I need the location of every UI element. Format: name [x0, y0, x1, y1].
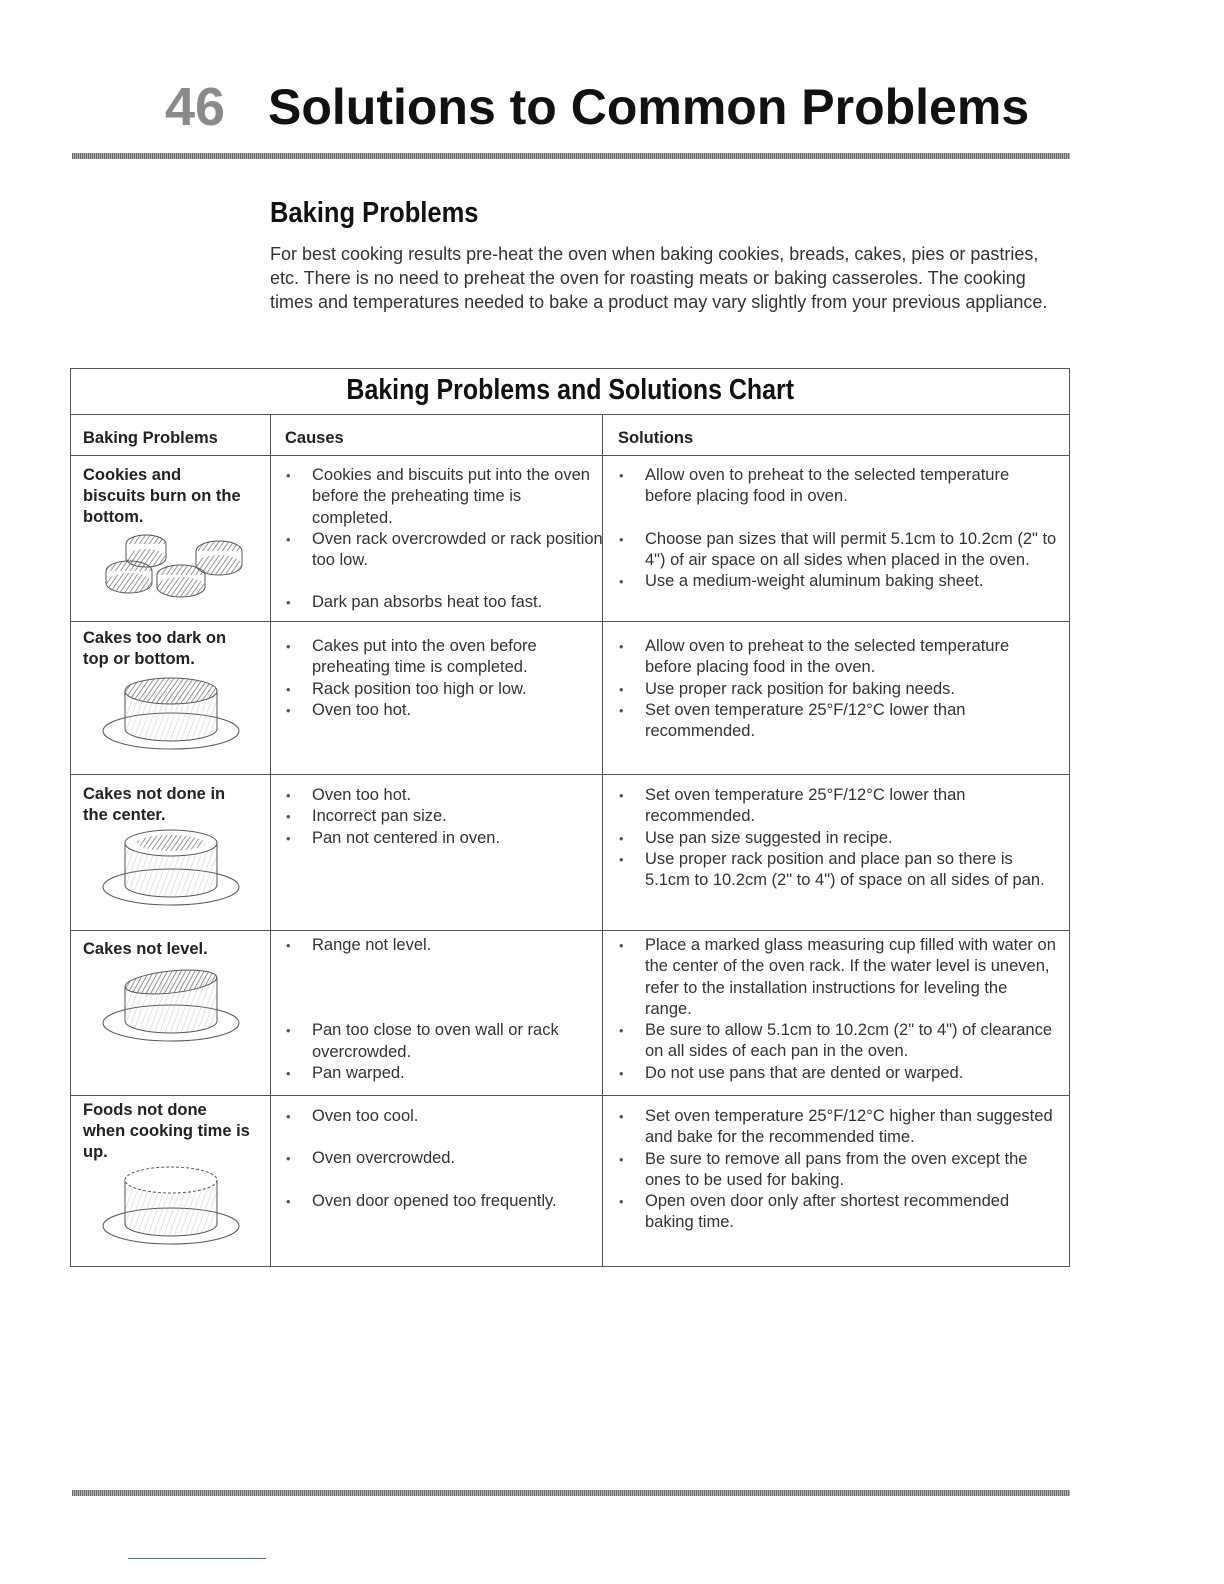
header-row-divider: [71, 455, 1069, 456]
dark-cake-illustration: [99, 673, 244, 753]
row-divider: [71, 774, 1069, 775]
cookies-illustration: [99, 531, 249, 601]
pale-cake-illustration: [99, 1164, 244, 1248]
solution-item: • Be sure to allow 5.1cm to 10.2cm (2" to 4") of clearance on all sides of each pan in the oven.: [618, 1020, 1058, 1063]
solution-item: • Set oven temperature 25°F/12°C lower than recommended.: [618, 785, 1058, 828]
solution-item: • Choose pan sizes that will permit 5.1cm to 10.2cm (2" to 4") of air space on all sides when placed in the oven.: [618, 529, 1058, 572]
baking-problems-chart: [70, 368, 1070, 1267]
chart-title-text: Baking Problems and Solutions Chart: [346, 374, 794, 406]
undone-cake-illustration: [99, 827, 244, 909]
row-divider: [71, 930, 1069, 931]
cause-item: • Pan too close to oven wall or rack overcrowded.: [285, 1020, 605, 1063]
uneven-cake-illustration: [99, 965, 244, 1045]
solution-item: • Use pan size suggested in recipe.: [618, 828, 1058, 849]
cause-item: • Oven overcrowded.: [285, 1148, 605, 1169]
causes-list: [285, 785, 605, 849]
solution-item: • Place a marked glass measuring cup filled with water on the center of the oven rack. If the water level is uneven, refer to the installation instructions for leveling the range.: [618, 935, 1058, 1020]
cause-item: • Pan not centered in oven.: [285, 828, 605, 849]
solution-item: • Do not use pans that are dented or warped.: [618, 1063, 1058, 1084]
solution-item: • Use proper rack position for baking needs.: [618, 679, 1058, 700]
solutions-list: [618, 1106, 1058, 1234]
cause-item: • Oven too cool.: [285, 1106, 605, 1127]
column-header-solutions: Solutions: [618, 429, 694, 447]
cause-item: • Cookies and biscuits put into the oven before the preheating time is completed.: [285, 465, 605, 529]
solution-item: • Set oven temperature 25°F/12°C higher than suggested and bake for the recommended time.: [618, 1106, 1058, 1149]
cause-item: • Dark pan absorbs heat too fast.: [285, 592, 605, 613]
cause-item: • Rack position too high or low.: [285, 679, 605, 700]
row-divider: [71, 621, 1069, 622]
problem-cell: Cakes not done in the center.: [83, 785, 226, 824]
header-rule: [72, 153, 1070, 159]
column-header-problems: Baking Problems: [83, 429, 218, 447]
problem-cell: Foods not done when cooking time is up.: [83, 1101, 250, 1161]
problem-cell: Cakes too dark on top or bottom.: [83, 629, 227, 668]
chart-title: [71, 369, 1069, 415]
causes-list: [285, 935, 605, 1084]
solutions-list: [618, 785, 1058, 891]
cause-item: • Pan warped.: [285, 1063, 605, 1084]
footer-rule: [72, 1490, 1070, 1496]
causes-list: [285, 636, 605, 721]
row-divider: [71, 1095, 1069, 1096]
footer-underline: [128, 1558, 266, 1559]
section-title: Baking Problems: [270, 197, 479, 229]
cause-item: • Oven rack overcrowded or rack position too low.: [285, 529, 605, 572]
solutions-list: [618, 935, 1058, 1084]
cause-item: • Cakes put into the oven before preheating time is completed.: [285, 636, 605, 679]
solution-item: • Open oven door only after shortest recommended baking time.: [618, 1191, 1058, 1234]
page-number: 46: [165, 77, 226, 137]
cause-item: • Oven too hot.: [285, 700, 605, 721]
cause-item: • Incorrect pan size.: [285, 806, 605, 827]
problem-cell: Cookies and biscuits burn on the bottom.: [83, 466, 241, 526]
solution-item: • Use a medium-weight aluminum baking sheet.: [618, 571, 1058, 592]
cause-item: • Range not level.: [285, 935, 605, 956]
solutions-list: [618, 465, 1058, 592]
section-intro: For best cooking results pre-heat the oven when baking cookies, breads, cakes, pies or pastries, etc. There is no need to preheat the oven for roasting meats or baking casseroles. The cooking times and temperatures needed to bake a product may vary slightly from your previous appliance.: [270, 244, 1048, 312]
solution-item: • Use proper rack position and place pan so there is 5.1cm to 10.2cm (2" to 4") of space on all sides of pan.: [618, 849, 1058, 892]
causes-list: [285, 1106, 605, 1212]
solution-item: • Be sure to remove all pans from the oven except the ones to be used for baking.: [618, 1149, 1058, 1192]
column-header-causes: Causes: [285, 429, 344, 447]
solution-item: • Set oven temperature 25°F/12°C lower than recommended.: [618, 700, 1058, 743]
solution-item: • Allow oven to preheat to the selected temperature before placing food in the oven.: [618, 636, 1058, 679]
column-divider: [270, 414, 271, 1266]
problem-cell: Cakes not level.: [83, 940, 208, 958]
page-header: [165, 72, 1065, 142]
cause-item: • Oven door opened too frequently.: [285, 1191, 605, 1212]
causes-list: [285, 465, 605, 614]
solutions-list: [618, 636, 1058, 742]
solution-item: • Allow oven to preheat to the selected temperature before placing food in oven.: [618, 465, 1058, 508]
page-title: Solutions to Common Problems: [268, 79, 1030, 135]
cause-item: • Oven too hot.: [285, 785, 605, 806]
